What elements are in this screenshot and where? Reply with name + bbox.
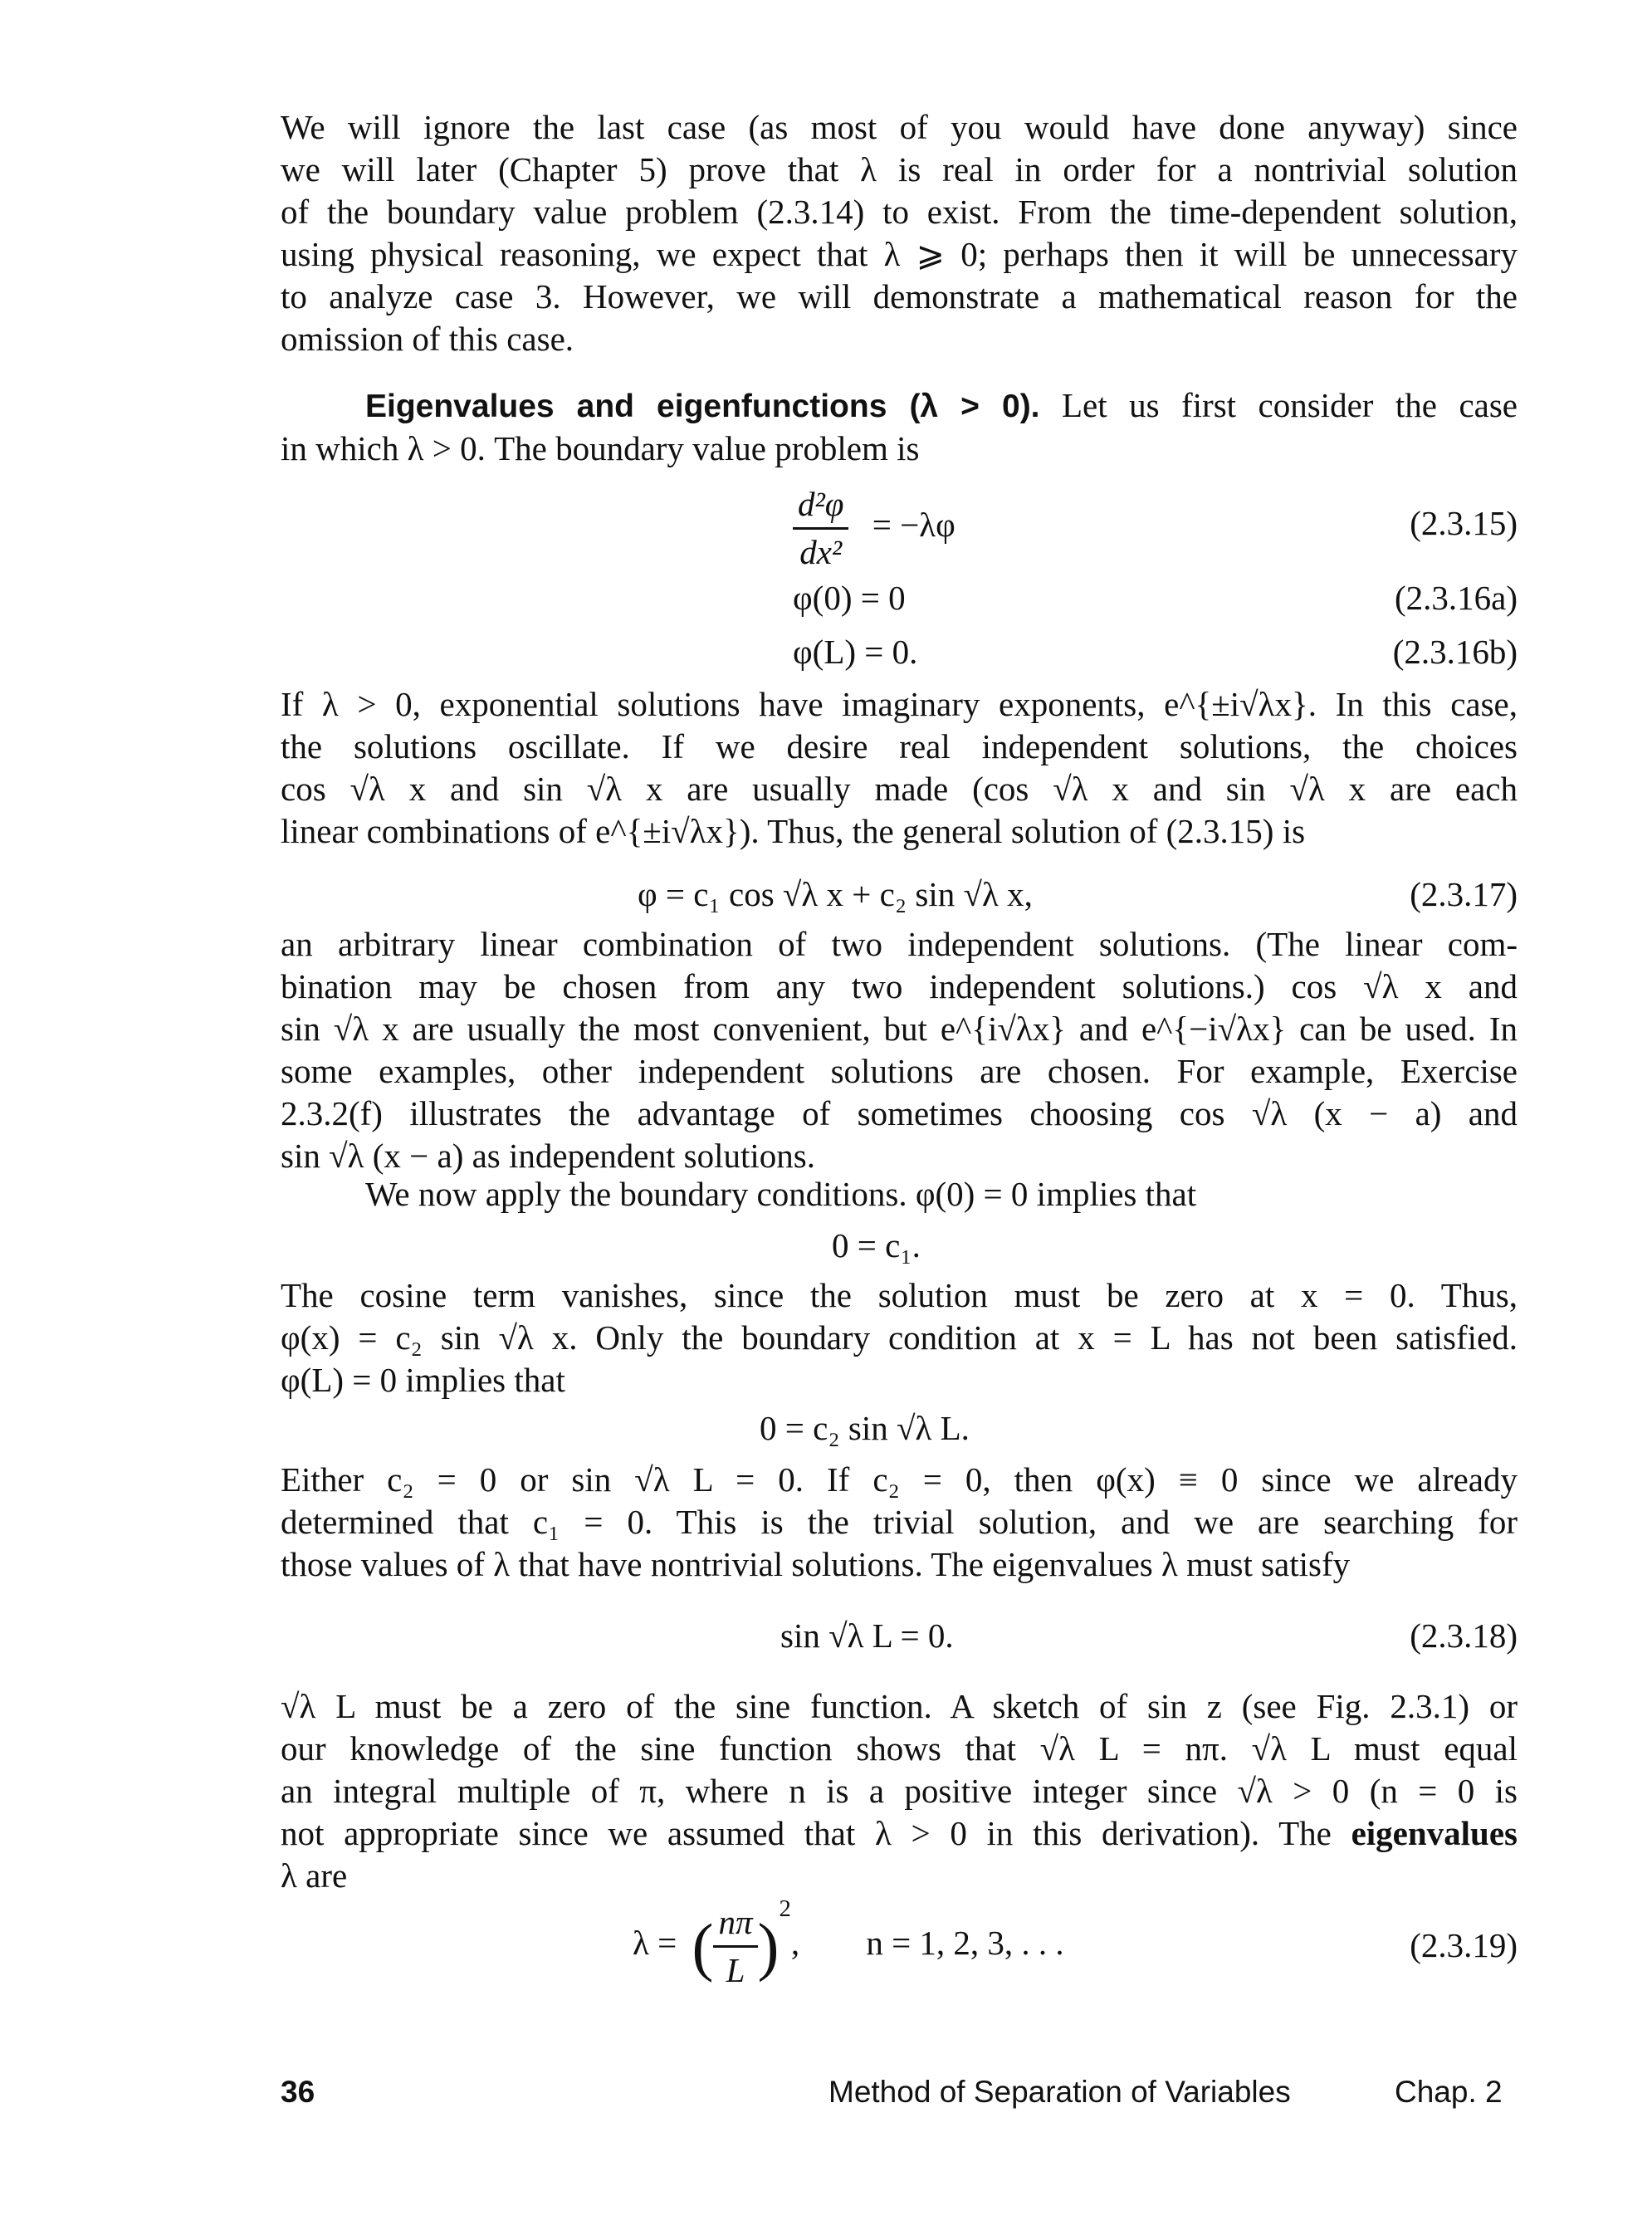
equation-condition: n = 1, 2, 3, . . . xyxy=(866,1923,1064,1962)
equation-number: (2.3.19) xyxy=(1410,1926,1518,1964)
fraction-denominator: dx² xyxy=(799,533,843,571)
equation-number: (2.3.16a) xyxy=(1394,579,1518,617)
text-run: Let us first consider the case xyxy=(1061,386,1518,424)
page-number: 36 xyxy=(281,2075,315,2109)
text-line: 2.3.2(f) illustrates the advantage of sometimes choosing cos √λ (x − a) and xyxy=(281,1094,1518,1132)
text-line: If λ > 0, exponential solutions have imaginary exponents, e^{±i√λx}. In this case, xyxy=(281,685,1518,723)
equation-2-3-18: sin √λ L = 0. xyxy=(780,1616,954,1655)
text-line: φ(x) = c₂ sin √λ x. Only the boundary condition at x = L has not been satisfied. xyxy=(281,1318,1518,1357)
equation-2-3-16a: φ(0) = 0 xyxy=(793,579,906,617)
text-line: some examples, other independent solutions are chosen. For example, Exercise xyxy=(281,1052,1518,1090)
text-line: in which λ > 0. The boundary value problem is xyxy=(281,429,920,467)
paren-left: ( xyxy=(692,1910,714,1983)
fraction-numerator: d²φ xyxy=(793,483,848,530)
paren-right: ) xyxy=(757,1910,780,1983)
equation-c2: 0 = c₂ sin √λ L. xyxy=(760,1409,970,1447)
fraction-numerator: nπ xyxy=(713,1901,757,1948)
section-heading: Eigenvalues and eigenfunctions (λ > 0). xyxy=(365,389,1040,424)
text-line: The cosine term vanishes, since the solution must be zero at x = 0. Thus, xyxy=(281,1276,1518,1314)
text-line: determined that c₁ = 0. This is the trivial solution, and we are searching for xyxy=(281,1503,1518,1541)
text-line: λ are xyxy=(281,1856,348,1895)
paragraph-apply-bc xyxy=(281,1173,1518,1215)
fraction xyxy=(713,1901,757,1992)
bold-term: eigenvalues xyxy=(1351,1814,1518,1852)
running-footer-chapter: Chap. 2 xyxy=(1395,2075,1503,2109)
text-line: an arbitrary linear combination of two independent solutions. (The linear com- xyxy=(281,925,1518,963)
equation-number: (2.3.18) xyxy=(1410,1616,1518,1655)
equation-2-3-15 xyxy=(793,483,956,574)
equation-2-3-16b: φ(L) = 0. xyxy=(793,633,918,671)
text-line: We will ignore the last case (as most of you would have done anyway) since xyxy=(281,108,1518,146)
text-line xyxy=(281,384,1518,428)
equation-2-3-17: φ = c₁ cos √λ x + c₂ sin √λ x, xyxy=(638,875,1033,913)
equation-c1: 0 = c₁. xyxy=(832,1226,921,1264)
paragraph-either xyxy=(281,1459,1518,1586)
text-line: the solutions oscillate. If we desire real independent solutions, the choices xyxy=(281,727,1518,765)
text-line: bination may be chosen from any two independent solutions.) cos √λ x and xyxy=(281,967,1518,1005)
text-line: using physical reasoning, we expect that λ ⩾ 0; perhaps then it will be unnecessary xyxy=(281,235,1518,273)
equation-rhs: = −λφ xyxy=(872,505,956,544)
text-line: omission of this case. xyxy=(281,320,574,358)
equation-number: (2.3.16b) xyxy=(1392,633,1518,671)
text-line xyxy=(281,1812,1518,1855)
text-line: to analyze case 3. However, we will demonstrate a mathematical reason for the xyxy=(281,277,1518,315)
text-line: √λ L must be a zero of the sine function. A sketch of sin z (see Fig. 2.3.1) or xyxy=(281,1687,1518,1725)
text-line: an integral multiple of π, where n is a positive integer since √λ > 0 (n = 0 is xyxy=(281,1772,1518,1810)
paragraph-intro xyxy=(281,106,1518,360)
text-line: sin √λ x are usually the most convenient, but e^{i√λx} and e^{−i√λx} can be used. In xyxy=(281,1010,1518,1048)
text-line: of the boundary value problem (2.3.14) to exist. From the time-dependent solution, xyxy=(281,193,1518,231)
paragraph-eigen-heading xyxy=(281,384,1518,470)
equation-number: (2.3.17) xyxy=(1410,875,1518,913)
exponent: 2 xyxy=(779,1895,791,1922)
equation-2-3-19 xyxy=(633,1895,1064,1992)
paragraph-cosine-vanishes xyxy=(281,1274,1518,1401)
text-line: linear combinations of e^{±i√λx}). Thus, the general solution of (2.3.15) is xyxy=(281,812,1306,850)
text-line: our knowledge of the sine function shows that √λ L = nπ. √λ L must equal xyxy=(281,1729,1518,1768)
equation-number: (2.3.15) xyxy=(1410,504,1518,542)
text-line: we will later (Chapter 5) prove that λ is real in order for a nontrivial solution xyxy=(281,150,1518,188)
text-line: φ(L) = 0 implies that xyxy=(281,1361,565,1399)
text-line xyxy=(281,1173,1518,1215)
text-line: cos √λ x and sin √λ x are usually made (cos √λ x and sin √λ x are each xyxy=(281,770,1518,808)
paragraph-exponential xyxy=(281,683,1518,853)
running-footer-title: Method of Separation of Variables xyxy=(828,2075,1291,2109)
fraction-denominator: L xyxy=(726,1951,745,1989)
equation-lhs: λ = xyxy=(633,1923,677,1962)
text-line: Either c₂ = 0 or sin √λ L = 0. If c₂ = 0, then φ(x) ≡ 0 since we already xyxy=(281,1460,1518,1499)
comma: , xyxy=(790,1923,800,1962)
text-run: We now apply the boundary conditions. φ(0) = 0 implies that xyxy=(365,1175,1197,1213)
paragraph-sine-zero xyxy=(281,1685,1518,1897)
text-line: sin √λ (x − a) as independent solutions. xyxy=(281,1137,815,1175)
text-line: those values of λ that have nontrivial solutions. The eigenvalues λ must satisfy xyxy=(281,1545,1351,1583)
fraction xyxy=(793,483,848,574)
paragraph-linear-combination xyxy=(281,923,1518,1177)
text-run: not appropriate since we assumed that λ > 0 in this derivation). The eigenvalues xyxy=(281,1814,1518,1852)
